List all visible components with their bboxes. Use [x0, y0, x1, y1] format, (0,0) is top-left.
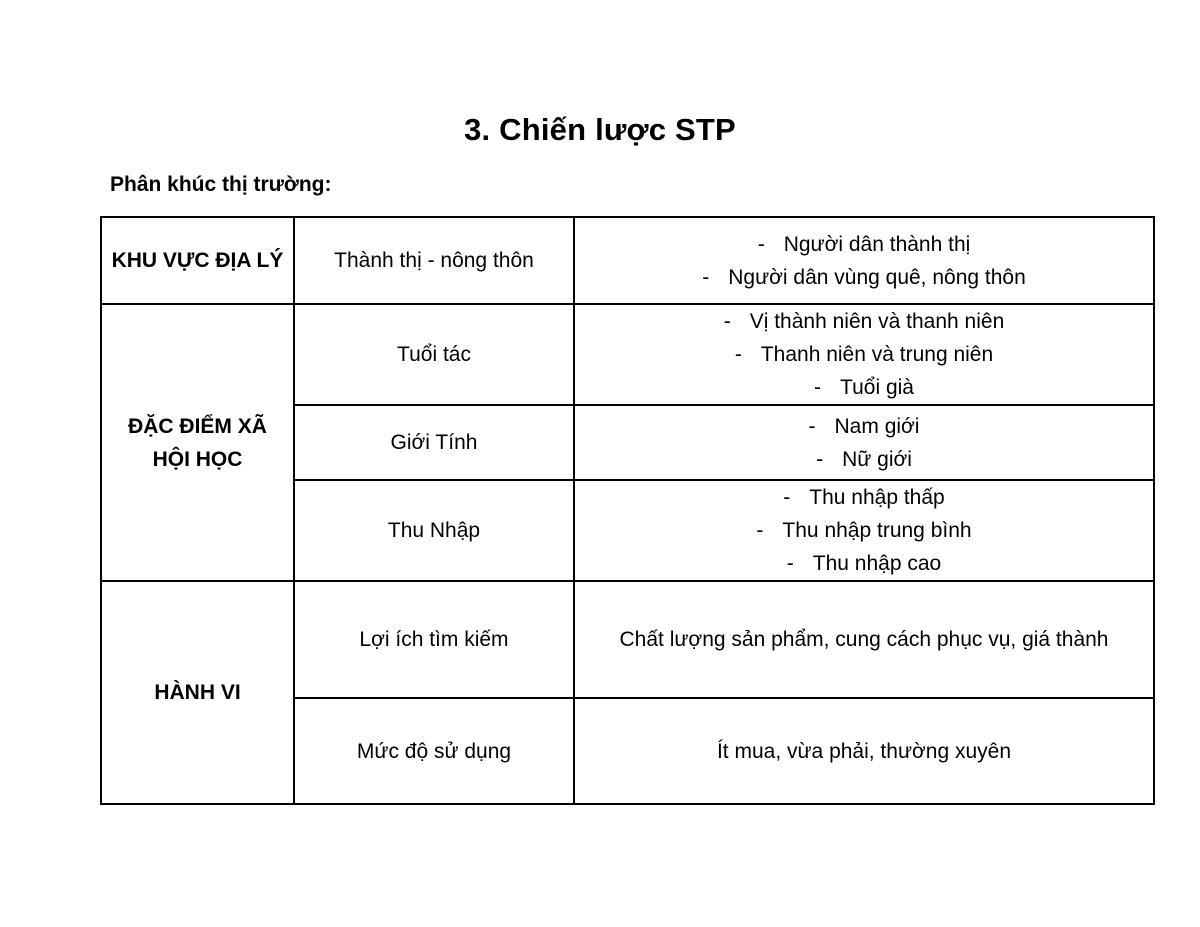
- section-subtitle: Phân khúc thị trường:: [110, 173, 332, 196]
- criterion-label: Thu Nhập: [387, 519, 481, 542]
- category-label: ĐẶC ĐIỂM XÃ HỘI HỌC: [128, 414, 267, 471]
- table-row: [101, 217, 1154, 304]
- category-cell-demographic: [101, 304, 294, 581]
- criterion-cell: [294, 698, 574, 804]
- criterion-label: Lợi ích tìm kiếm: [359, 628, 509, 651]
- table-row: [101, 304, 1154, 405]
- details-cell: [574, 217, 1154, 304]
- details-cell: [574, 480, 1154, 581]
- category-label: KHU VỰC ĐỊA LÝ: [111, 249, 284, 272]
- criterion-label: Mức độ sử dụng: [356, 739, 512, 763]
- details-cell: [574, 405, 1154, 480]
- list-item: - Nữ giới: [816, 447, 912, 471]
- table-row: [101, 581, 1154, 698]
- list-item: - Tuổi già: [814, 376, 914, 399]
- page-title: 3. Chiến lược STP: [464, 112, 736, 147]
- list-item: - Thanh niên và trung niên: [734, 343, 994, 366]
- criterion-label: Thành thị - nông thôn: [334, 249, 534, 272]
- category-label: HÀNH VI: [154, 681, 241, 704]
- criterion-label: Tuổi tác: [397, 343, 471, 366]
- criterion-cell: [294, 304, 574, 405]
- list-item: - Vị thành niên và thanh niên: [723, 310, 1005, 333]
- details-text: Ít mua, vừa phải, thường xuyên: [716, 739, 1012, 763]
- list-item: - Người dân vùng quê, nông thôn: [702, 265, 1026, 289]
- criterion-cell: [294, 405, 574, 480]
- details-cell: [574, 698, 1154, 804]
- segmentation-table: [100, 216, 1155, 805]
- details-cell: [574, 581, 1154, 698]
- list-item: - Người dân thành thị: [757, 232, 971, 256]
- category-cell-geographic: [101, 217, 294, 304]
- list-item: - Nam giới: [808, 414, 920, 438]
- criterion-cell: [294, 217, 574, 304]
- list-item: - Thu nhập trung bình: [756, 519, 972, 542]
- list-item: - Thu nhập thấp: [783, 486, 945, 509]
- details-cell: [574, 304, 1154, 405]
- list-item: - Thu nhập cao: [786, 552, 942, 575]
- criterion-cell: [294, 480, 574, 581]
- details-text: Chất lượng sản phẩm, cung cách phục vụ, giá thành: [619, 628, 1109, 651]
- criterion-label: Giới Tính: [390, 431, 478, 454]
- criterion-cell: [294, 581, 574, 698]
- category-cell-behavioral: [101, 581, 294, 804]
